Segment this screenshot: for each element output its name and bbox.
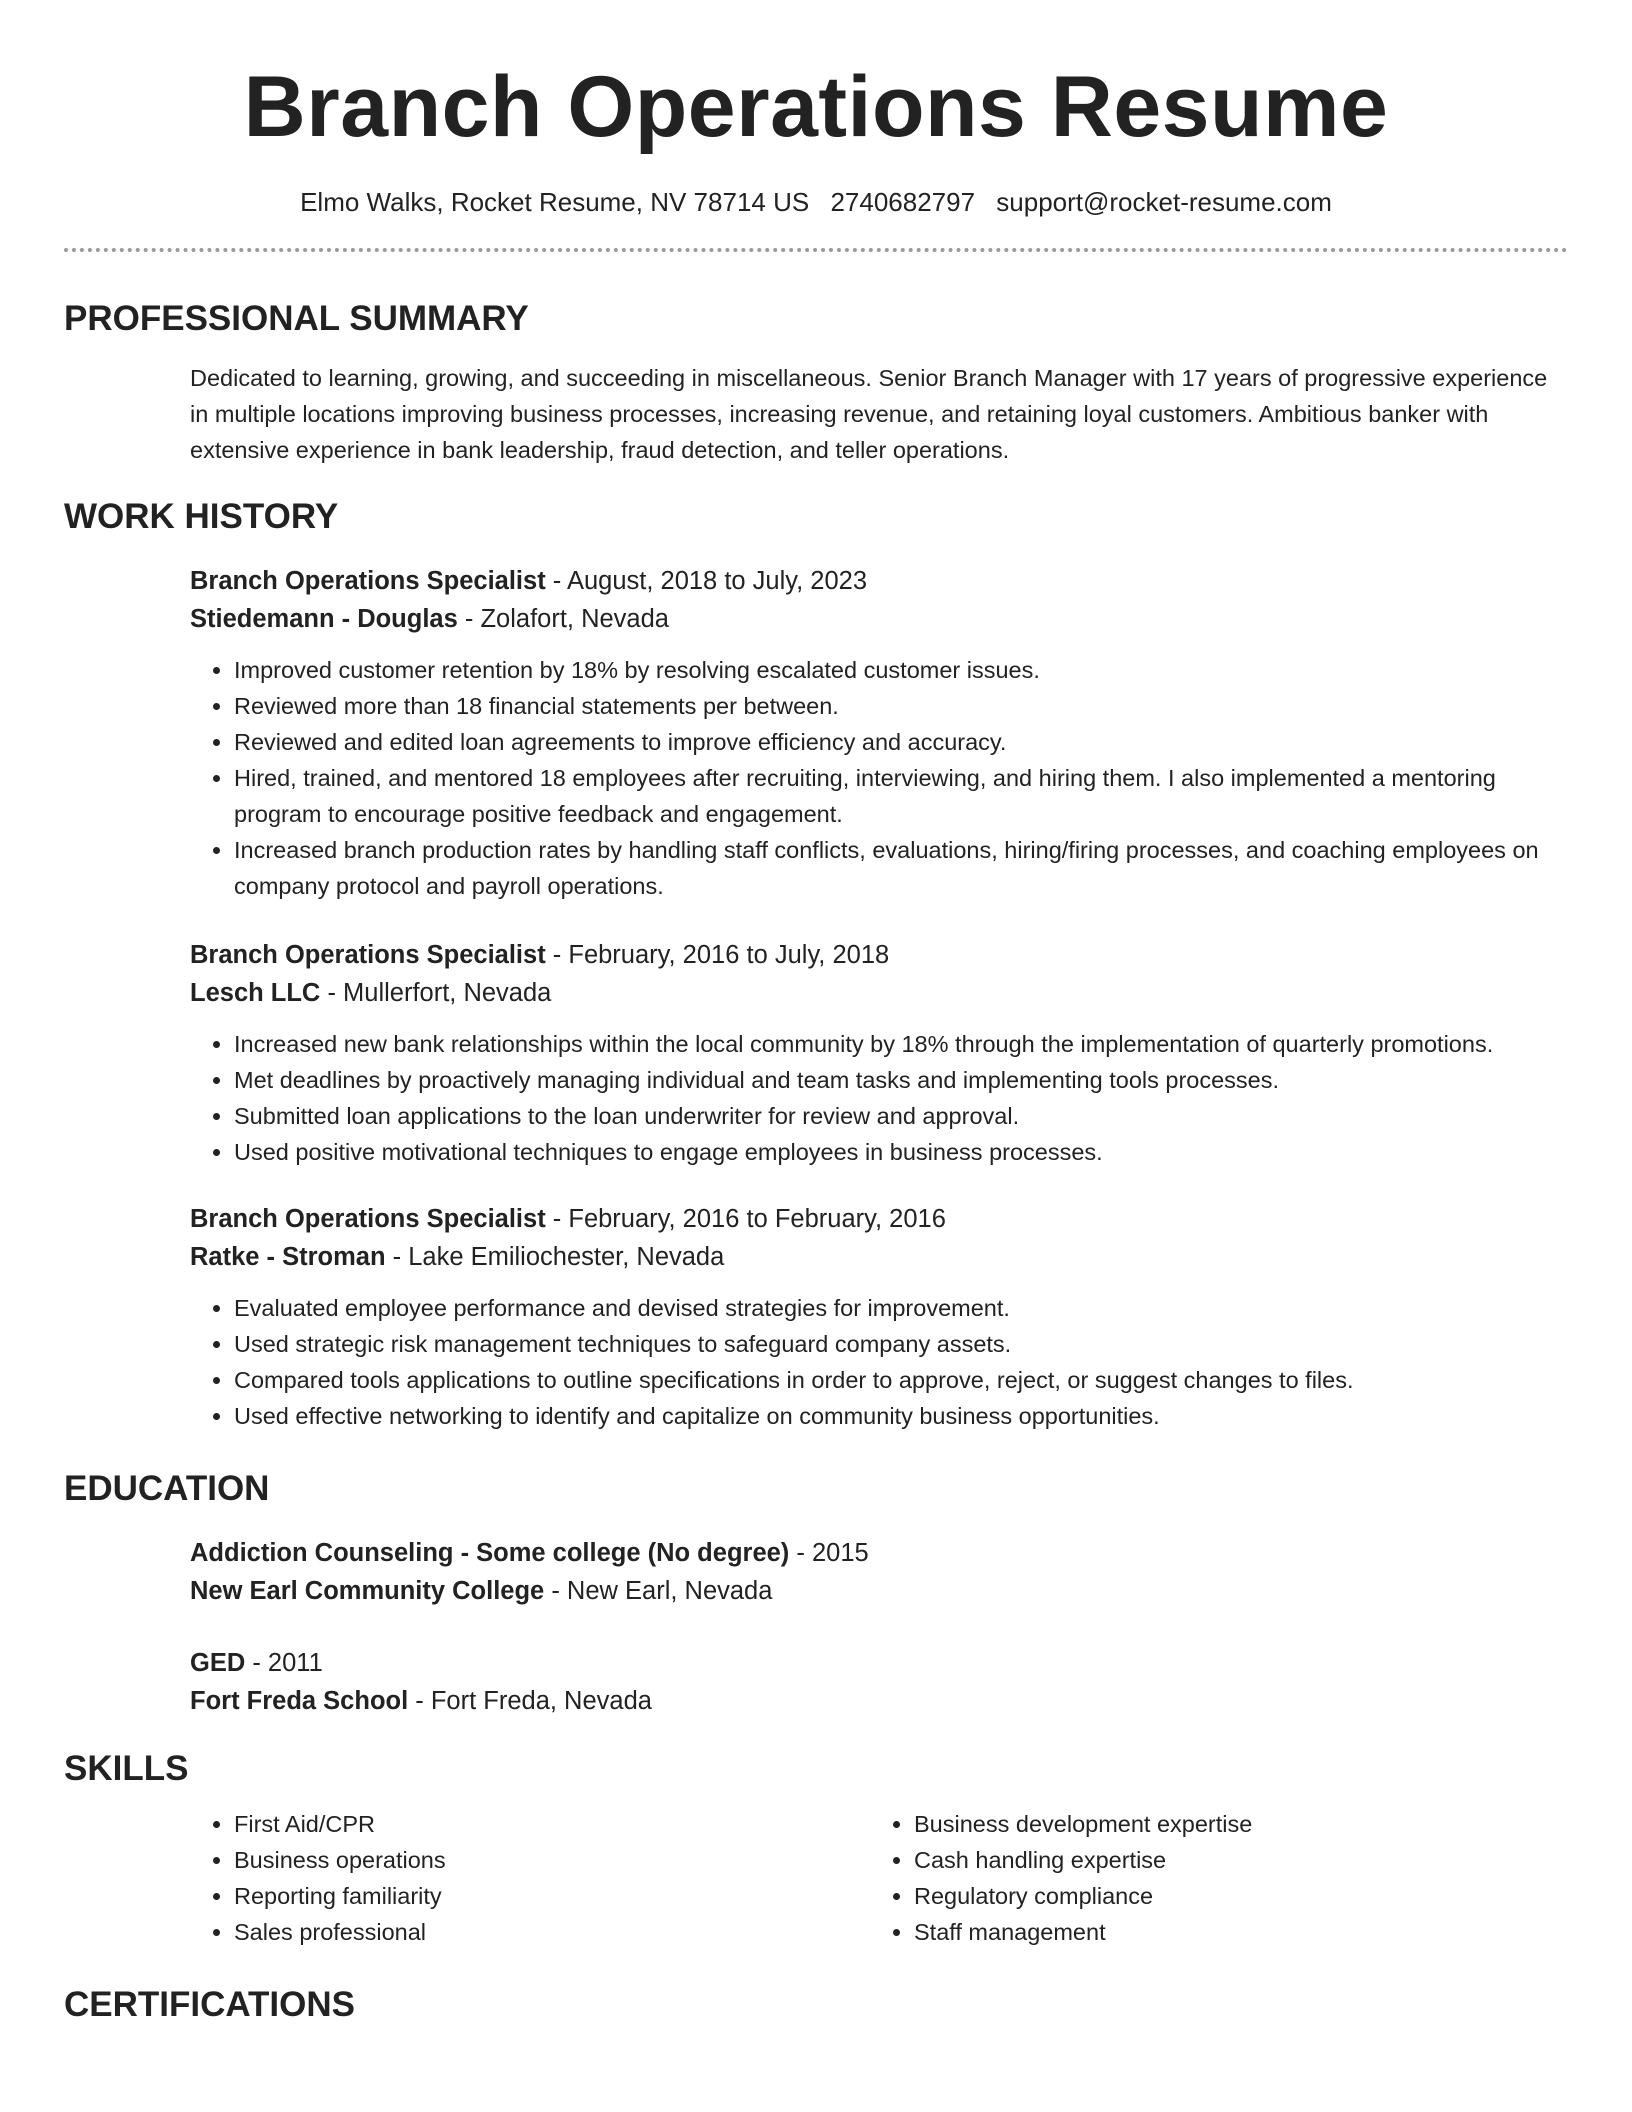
job-bullet: • Evaluated employee performance and devised strategies for improvement. [234, 1290, 1568, 1326]
skill-item: • Cash handling expertise [914, 1842, 1550, 1878]
education-school-line [190, 1682, 1568, 1720]
skills-heading: SKILLS [64, 1749, 189, 1788]
summary-heading: PROFESSIONAL SUMMARY [64, 299, 529, 338]
job-company-line [190, 974, 1568, 1012]
job-bullets [190, 652, 1568, 904]
job-bullet: • Increased new bank relationships within the local community by 18% through the implementation of quarterly promotions. [234, 1026, 1568, 1062]
contact-email: support@rocket-resume.com [996, 187, 1332, 217]
job-title-line [190, 1200, 1568, 1238]
job-company: Ratke - Stroman [190, 1243, 386, 1271]
skills-column-right [870, 1806, 1550, 1950]
education-degree-line [190, 1534, 1568, 1572]
job-dates: - August, 2018 to July, 2023 [545, 567, 868, 595]
job-bullet: • Reviewed more than 18 financial statements per between. [234, 688, 1568, 724]
job-bullet: • Met deadlines by proactively managing individual and team tasks and implementing tools processes. [234, 1062, 1568, 1098]
job-bullet: • Improved customer retention by 18% by resolving escalated customer issues. [234, 652, 1568, 688]
job-location: - Zolafort, Nevada [457, 605, 669, 633]
skill-item: • Sales professional [234, 1914, 870, 1950]
education-year: - 2015 [789, 1539, 869, 1567]
resume-title: Branch Operations Resume [243, 59, 1389, 155]
job-company: Lesch LLC [190, 979, 321, 1007]
contact-address: Elmo Walks, Rocket Resume, NV 78714 US [300, 187, 810, 217]
job-dates: - February, 2016 to February, 2016 [545, 1205, 946, 1233]
skill-item: • Reporting familiarity [234, 1878, 870, 1914]
job-bullet: • Submitted loan applications to the loan underwriter for review and approval. [234, 1098, 1568, 1134]
job-location: - Lake Emiliochester, Nevada [385, 1243, 725, 1271]
job-bullet: • Reviewed and edited loan agreements to improve efficiency and accuracy. [234, 724, 1568, 760]
education-location: - New Earl, Nevada [544, 1577, 773, 1605]
skills-grid [190, 1806, 1568, 1950]
job-title: Branch Operations Specialist [190, 1205, 546, 1233]
job-company-line [190, 1238, 1568, 1276]
education-degree-line [190, 1644, 1568, 1682]
education-school: New Earl Community College [190, 1577, 545, 1605]
header-divider [64, 248, 1568, 252]
education-heading: EDUCATION [64, 1469, 270, 1508]
job-bullet: • Used effective networking to identify and capitalize on community business opportunities. [234, 1398, 1568, 1434]
contact-line [64, 184, 1568, 220]
job-entry [190, 936, 1568, 1170]
education-location: - Fort Freda, Nevada [408, 1687, 652, 1715]
job-title: Branch Operations Specialist [190, 941, 546, 969]
education-year: - 2011 [245, 1649, 323, 1677]
job-bullets [190, 1026, 1568, 1170]
education-degree: Addiction Counseling - Some college (No degree) [190, 1539, 790, 1567]
job-bullet: • Hired, trained, and mentored 18 employees after recruiting, interviewing, and hiring them. I also implemented a mentoring program to encourage positive feedback and engagement. [234, 760, 1568, 832]
job-entry [190, 1200, 1568, 1434]
certifications-heading: CERTIFICATIONS [64, 1985, 356, 2024]
job-bullet: • Increased branch production rates by handling staff conflicts, evaluations, hiring/firing processes, and coaching employees on company protocol and payroll operations. [234, 832, 1568, 904]
skills-column-left [190, 1806, 870, 1950]
skill-item: • Business operations [234, 1842, 870, 1878]
job-bullet: • Used strategic risk management techniques to safeguard company assets. [234, 1326, 1568, 1362]
skill-item: • First Aid/CPR [234, 1806, 870, 1842]
job-bullet: • Used positive motivational techniques to engage employees in business processes. [234, 1134, 1568, 1170]
job-dates: - February, 2016 to July, 2018 [545, 941, 890, 969]
resume-page [64, 0, 1568, 2028]
skill-item: • Business development expertise [914, 1806, 1550, 1842]
education-entry [190, 1534, 1568, 1610]
summary-text: Dedicated to learning, growing, and succeeding in miscellaneous. Senior Branch Manager with 17 years of progressive experience in multiple locations improving business processes, increasing revenue, and retaining loyal customers. Ambitious banker with extensive experience in bank leadership, fraud detection, and teller operations. [190, 365, 1548, 463]
job-company: Stiedemann - Douglas [190, 605, 458, 633]
education-school-line [190, 1572, 1568, 1610]
education-degree: GED [190, 1649, 246, 1677]
job-location: - Mullerfort, Nevada [320, 979, 552, 1007]
job-entry [190, 562, 1568, 904]
education-school: Fort Freda School [190, 1687, 409, 1715]
job-company-line [190, 600, 1568, 638]
job-title-line [190, 936, 1568, 974]
job-bullet: • Compared tools applications to outline specifications in order to approve, reject, or suggest changes to files. [234, 1362, 1568, 1398]
job-bullets [190, 1290, 1568, 1434]
job-title-line [190, 562, 1568, 600]
job-title: Branch Operations Specialist [190, 567, 546, 595]
skill-item: • Staff management [914, 1914, 1550, 1950]
work-history-heading: WORK HISTORY [64, 497, 339, 536]
education-entry [190, 1644, 1568, 1720]
skill-item: • Regulatory compliance [914, 1878, 1550, 1914]
contact-phone: 2740682797 [830, 187, 976, 217]
